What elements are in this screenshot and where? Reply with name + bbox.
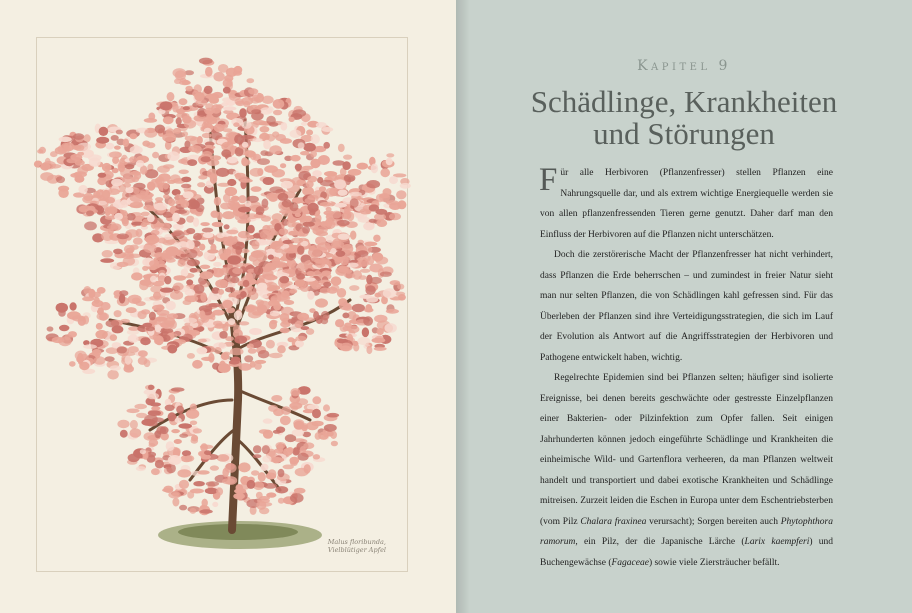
paragraph-3-text-e: ) sowie viele Ziersträucher befällt. xyxy=(648,557,780,568)
title-line-1: Schädlinge, Krankheiten xyxy=(530,84,838,119)
chapter-label: Kapitel 9 xyxy=(637,58,731,74)
paragraph-3 xyxy=(540,368,833,573)
caption-latin: Malus floribunda, xyxy=(327,538,386,546)
paragraph-3-text-b: verursacht); Sorgen bereiten auch xyxy=(646,516,781,527)
paragraph-2-text: Doch die zerstörerische Macht der Pflanzenfresser hat nicht verhindert, dass Pflanzen die Erde beherrschen – und zumindest in freier Natur sieht man nur selten Pflanzen, die von Schädlingen kahl gefressen sind. Für das Überleben der Pflanzen sind ihre Verteidigungsstrategien, die sich im Lauf der Evolution als Antwort auf die Angriffsstrategien der Herbivoren und Pathogene entwickelt haben, wichtig. xyxy=(540,250,833,363)
chapter-title xyxy=(456,86,912,150)
plate-caption xyxy=(328,538,386,554)
paragraph-1-text: ür alle Herbivoren (Pflanzenfresser) stellen Pflanzen eine Nahrungsquelle dar, und als extrem wichtige Energiequelle werden sie von allen pflanzenfressenden Tieren gerne genutzt. Daher darf man den Einfluss der Herbivoren auf die Pflanzen nicht unterschätzen. xyxy=(540,168,833,240)
paragraph-3-text-c: , ein Pilz, der die Japanische Lärche ( xyxy=(575,537,745,547)
right-page xyxy=(456,0,912,613)
body-text xyxy=(540,163,833,573)
blossom-canopy xyxy=(34,58,411,516)
title-line-2: und Störungen xyxy=(593,116,775,151)
species-larix: Larix kaempferi xyxy=(744,537,810,547)
paragraph-2 xyxy=(540,245,833,368)
paragraph-3-text-a: Regelrechte Epidemien sind bei Pflanzen selten; häufiger sind isolierte Ereignisse, bei denen bereits geschwächte oder gestresste Einzelpflanzen einer Bakterien- oder Pilzinfektion zum Opfer fallen. Seit einigen Jahrhunderten können jedoch eingeführte Schädlinge und Krankheiten die einheimische Wild- und Gartenflora verheeren, da man Pflanzen weltweit handelt und transportiert und dabei exotische Krankheiten und Schädlinge mitreisen. Zurzeit leiden die Eschen in Europa unter dem Eschentriebsterben (vom Pilz xyxy=(540,373,833,527)
caption-common: Vielblütiger Apfel xyxy=(327,546,386,554)
species-phytophthora: Phytophthora ramorum xyxy=(540,516,833,547)
family-fagaceae: Fagaceae xyxy=(611,557,649,568)
paragraph-3-text-d: ) und Buchengewächse ( xyxy=(540,537,833,568)
paragraph-1 xyxy=(540,163,833,245)
grass-shadow xyxy=(178,524,298,540)
drop-cap: F xyxy=(539,162,558,198)
species-chalara: Chalara fraxinea xyxy=(580,516,647,527)
book-gutter xyxy=(456,0,470,613)
